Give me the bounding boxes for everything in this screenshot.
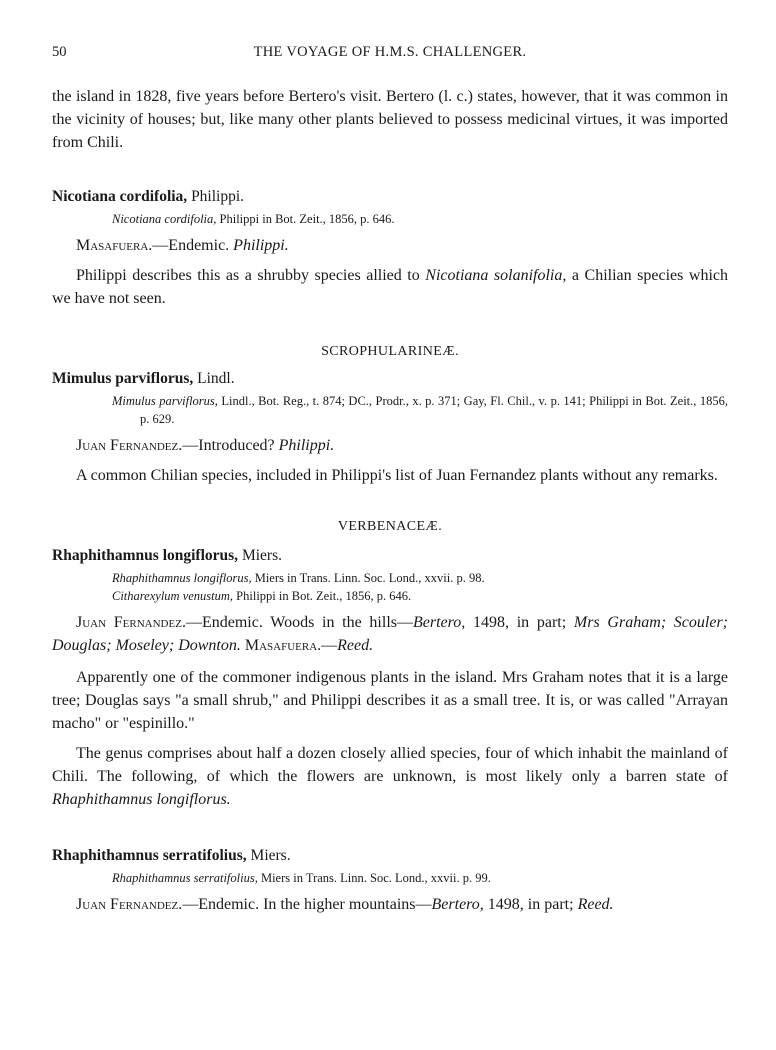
page: [52, 44, 728, 916]
running-head: [52, 44, 728, 70]
synonym: [52, 210, 728, 228]
synonym-ref: Philippi in Bot. Zeit., 1856, p. 646.: [233, 589, 412, 603]
locality: [52, 234, 728, 257]
species-rhaphithamnus-serratifolius: [52, 845, 728, 916]
locality-label: Juan Fernandez.: [76, 614, 186, 631]
locality: [52, 893, 728, 916]
species-name: Nicotiana cordifolia,: [52, 188, 188, 205]
intro-paragraph: the island in 1828, five years before Bertero's visit. Bertero (l. c.) states, however, that it was common in the vicinity of houses; but, like many other plants believed to possess medicinal virtues, it was imported from Chili.: [52, 88, 728, 151]
species-heading: [52, 368, 728, 390]
locality-collector: Reed.: [337, 637, 374, 654]
locality-collector: Bertero,: [431, 896, 484, 913]
locality-label: Masafuera.: [240, 637, 322, 654]
synonym: [52, 569, 728, 587]
locality-label: Juan Fernandez.: [76, 896, 183, 913]
species-description: A common Chilian species, included in Philippi's list of Juan Fernandez plants without any remarks.: [76, 467, 718, 484]
synonym-name: Nicotiana cordifolia,: [112, 212, 217, 226]
synonym-name: Citharexylum venustum,: [112, 589, 234, 603]
section-title-scrophularineae: SCROPHULARINEÆ.: [321, 344, 459, 359]
species-name: Rhaphithamnus serratifolius,: [52, 847, 247, 864]
species-description: [52, 742, 728, 811]
locality-collector: Reed.: [577, 896, 614, 913]
page-number: 50: [52, 44, 67, 60]
species-mimulus: [52, 368, 728, 487]
locality-text: —Endemic. Woods in the hills—: [185, 614, 413, 631]
species-author: Lindl.: [193, 370, 235, 387]
locality-text: 1498, in part;: [483, 896, 578, 913]
synonym-name: Rhaphithamnus serratifolius,: [112, 871, 258, 885]
locality-text: 1498, in part;: [465, 614, 574, 631]
section-title-verbenaceae: VERBENACEÆ.: [337, 519, 443, 534]
species-description: [52, 264, 728, 310]
species-nicotiana: [52, 186, 728, 310]
locality-collector: Philippi.: [233, 237, 289, 254]
running-title: THE VOYAGE OF H.M.S. CHALLENGER.: [253, 44, 527, 60]
species-heading: [52, 845, 728, 867]
locality-label: Juan Fernandez.: [76, 437, 183, 454]
species-rhaphithamnus-longiflorus: [52, 545, 728, 811]
locality: [52, 434, 728, 457]
synonym-name: Mimulus parviflorus,: [112, 394, 218, 408]
species-author: Miers.: [246, 847, 291, 864]
species-heading: [52, 186, 728, 208]
species-author: Philippi.: [187, 188, 245, 205]
species-description: Apparently one of the commoner indigenous plants in the island. Mrs Graham notes that it is a large tree; Douglas says "a small shrub," and Philippi describes it as a small tree. It is, or was called "Arrayan macho" or "espinillo.": [52, 669, 728, 732]
species-name: Mimulus parviflorus,: [52, 370, 194, 387]
locality-text: —Introduced?: [182, 437, 279, 454]
synonym-ref: Miers in Trans. Linn. Soc. Lond., xxvii. p. 98.: [251, 571, 485, 585]
description-text: The genus comprises about half a dozen closely allied species, four of which inhabit the mainland of Chili. The following, of which the flowers are unknown, is most likely only a barren state of: [52, 745, 728, 785]
synonym-ref: Lindl., Bot. Reg., t. 874; DC., Prodr., x. p. 371; Gay, Fl. Chil., v. p. 141; Philippi in Bot. Zeit., 1856, p. 629.: [140, 394, 728, 426]
description-italic: Nicotiana solanifolia,: [425, 267, 567, 284]
description-text: Philippi describes this as a shrubby species allied to: [76, 267, 426, 284]
synonym: [52, 392, 728, 428]
locality-collectors: Mrs Graham; Scouler; Douglas; Moseley; Downton.: [52, 614, 729, 654]
description-text-end: a Chilian species which we have not seen.: [52, 267, 729, 307]
species-author: Miers.: [238, 547, 282, 564]
locality: [52, 611, 728, 657]
locality-text: —Endemic. In the higher mountains—: [182, 896, 432, 913]
locality-label: Masafuera.: [76, 237, 153, 254]
synonym-name: Rhaphithamnus longiflorus,: [112, 571, 252, 585]
locality-text: —Endemic.: [152, 237, 234, 254]
synonym: [52, 587, 728, 605]
synonym: [52, 869, 728, 887]
synonym-ref: Philippi in Bot. Zeit., 1856, p. 646.: [216, 212, 395, 226]
locality-collector: Bertero,: [413, 614, 466, 631]
locality-text: —: [321, 637, 338, 654]
synonym-ref: Miers in Trans. Linn. Soc. Lond., xxvii. p. 99.: [257, 871, 491, 885]
locality-collector: Philippi.: [278, 437, 335, 454]
species-name: Rhaphithamnus longiflorus,: [52, 547, 239, 564]
description-italic: Rhaphithamnus longiflorus.: [52, 791, 231, 808]
species-heading: [52, 545, 728, 567]
